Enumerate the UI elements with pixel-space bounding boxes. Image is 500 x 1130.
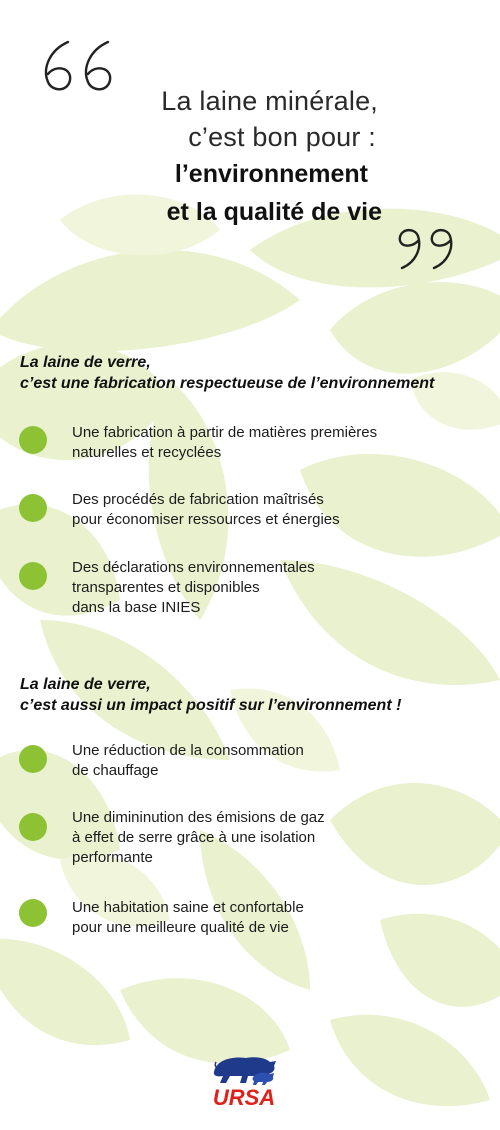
headline-line-1: La laine minérale, bbox=[161, 86, 378, 116]
list-item-line: à effet de serre grâce à une isolation bbox=[72, 829, 316, 846]
section-title-line: c’est une fabrication respectueuse de l’environnement bbox=[20, 375, 435, 392]
list-item bbox=[72, 558, 472, 618]
bullet-dot bbox=[19, 562, 47, 590]
headline-bold-line-1: l’environnement bbox=[174, 160, 368, 188]
list-item-line: naturelles et recyclées bbox=[72, 444, 222, 461]
section-title-line: c’est aussi un impact positif sur l’environnement ! bbox=[20, 697, 402, 714]
list-item bbox=[72, 490, 472, 530]
list-item bbox=[72, 423, 472, 463]
bullet-dot bbox=[19, 813, 47, 841]
list-item-line: de chauffage bbox=[72, 762, 159, 779]
closing-quote-icon bbox=[394, 224, 458, 272]
bullet-dot bbox=[19, 426, 47, 454]
list-item-line: pour une meilleure qualité de vie bbox=[72, 919, 289, 936]
logo-text: URSA bbox=[212, 1085, 276, 1108]
section-title-line: La laine de verre, bbox=[20, 354, 151, 371]
headline-bold-line-2: et la qualité de vie bbox=[166, 198, 382, 226]
headline-line-2: c’est bon pour : bbox=[188, 122, 376, 152]
bullet-dot bbox=[19, 494, 47, 522]
list-item-line: Une dimininution des émisions de gaz bbox=[72, 809, 325, 826]
opening-quote-icon bbox=[38, 36, 118, 94]
list-item-line: pour économiser ressources et énergies bbox=[72, 511, 340, 528]
list-item-line: Une habitation saine et confortable bbox=[72, 899, 304, 916]
section-title-impact bbox=[20, 674, 490, 716]
list-item bbox=[72, 741, 472, 781]
list-item bbox=[72, 898, 472, 938]
polar-bears-icon bbox=[214, 1057, 276, 1085]
bullet-dot bbox=[19, 899, 47, 927]
ursa-logo bbox=[196, 1052, 292, 1108]
list-item bbox=[72, 808, 472, 868]
section-title-line: La laine de verre, bbox=[20, 676, 151, 693]
list-item-line: Des procédés de fabrication maîtrisés bbox=[72, 491, 324, 508]
list-item-line: Une réduction de la consommation bbox=[72, 742, 304, 759]
list-item-line: transparentes et disponibles bbox=[72, 579, 260, 596]
list-item-line: performante bbox=[72, 849, 153, 866]
list-item-line: Des déclarations environnementales bbox=[72, 559, 315, 576]
bullet-dot bbox=[19, 745, 47, 773]
list-item-line: dans la base INIES bbox=[72, 599, 201, 616]
section-title-fabrication bbox=[20, 352, 490, 394]
list-item-line: Une fabrication à partir de matières premières bbox=[72, 424, 378, 441]
